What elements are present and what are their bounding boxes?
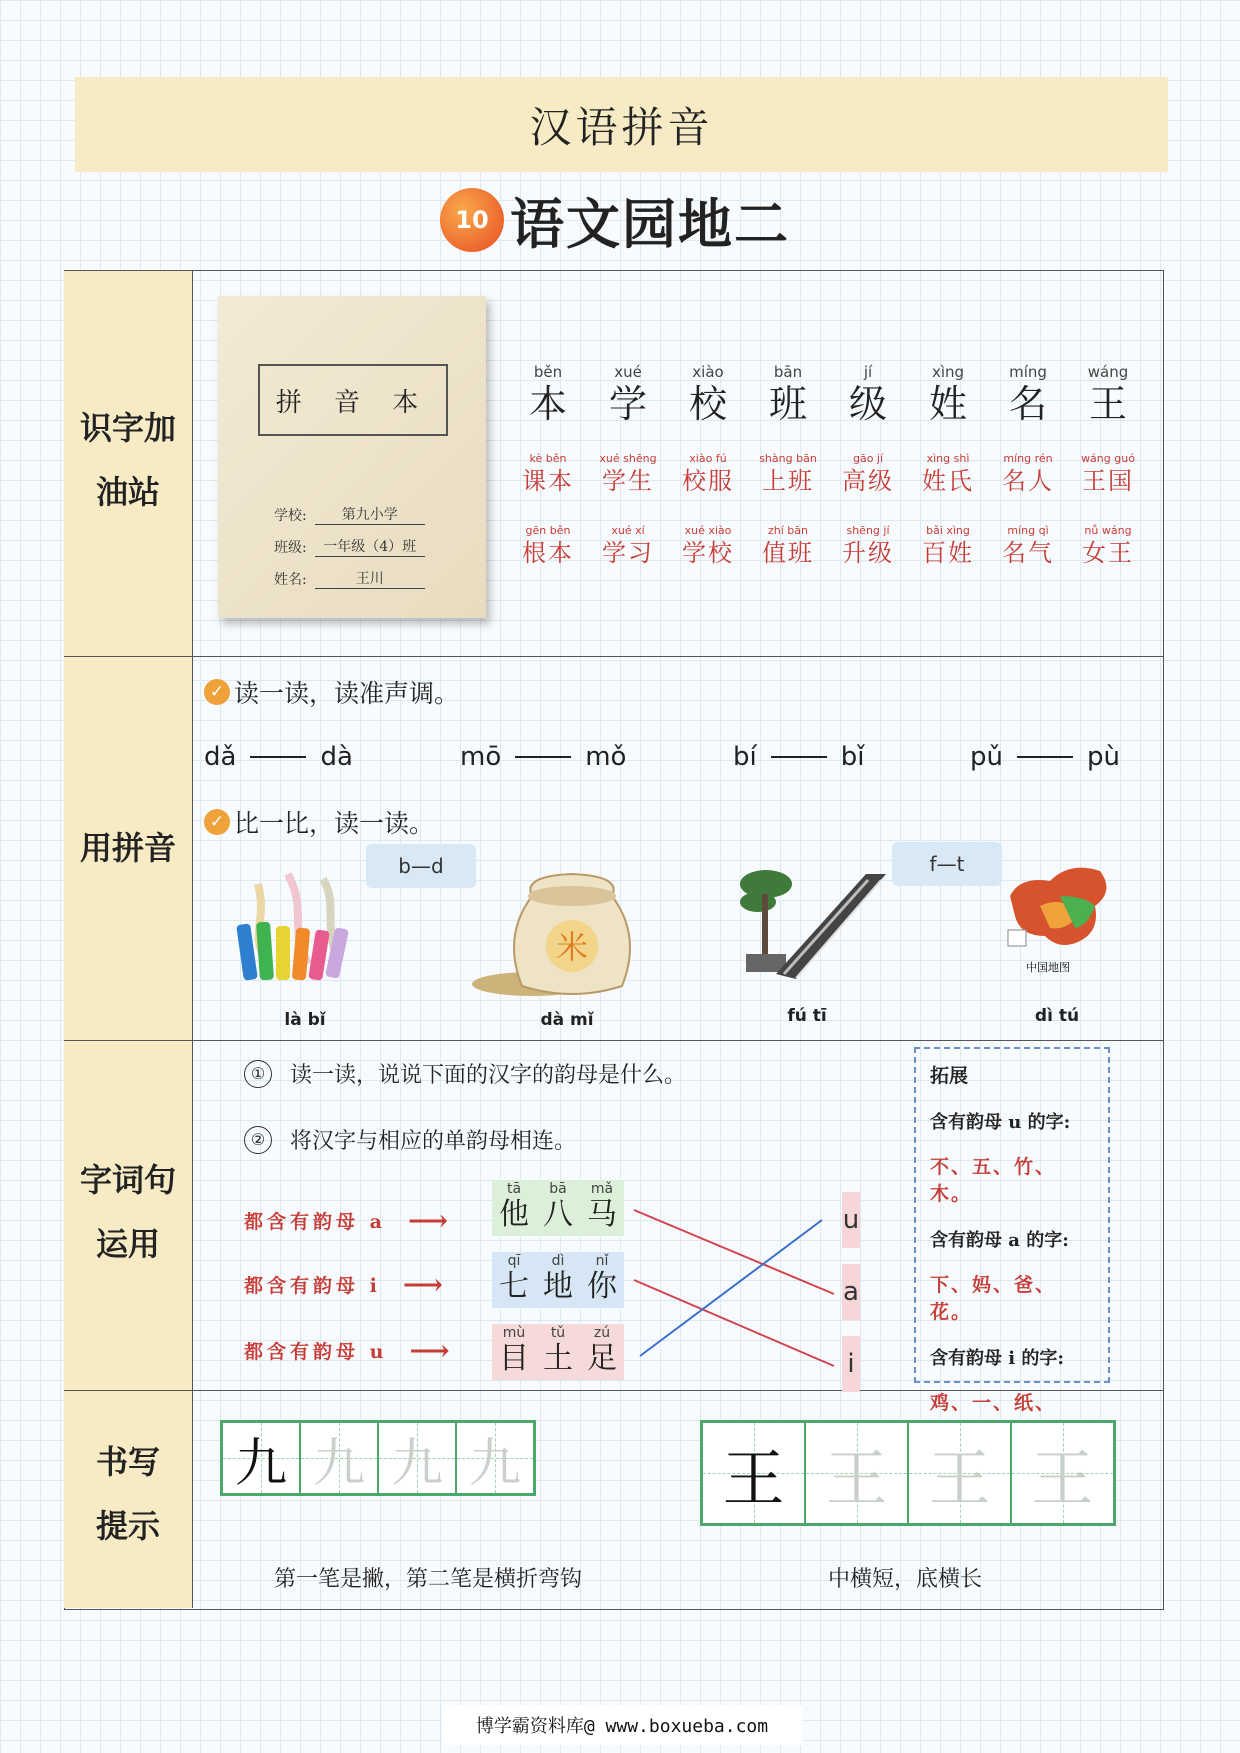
- extension-box: [914, 1047, 1110, 1414]
- map-caption: 中国地图: [1026, 961, 1070, 974]
- char-main: 班: [768, 382, 807, 426]
- group-char: [582, 1252, 622, 1308]
- writing-char-trace: 王: [928, 1441, 991, 1515]
- image-caption: dà mǐ: [540, 1010, 594, 1030]
- tone-b: pù: [1086, 742, 1120, 772]
- group-char: [538, 1252, 578, 1308]
- section-label-line: 提示: [95, 1507, 160, 1545]
- group-char-pinyin: tā: [506, 1181, 522, 1197]
- extension-a-head: 含有韵母 a 的字:: [930, 1230, 1069, 1251]
- task-read-tones: [204, 674, 459, 710]
- word-pinyin: xìng shì: [926, 452, 970, 465]
- word: 女王: [1082, 539, 1134, 567]
- char-group-a: [492, 1180, 624, 1236]
- tone-a: dǎ: [204, 742, 237, 772]
- crayons-illustration: [228, 864, 378, 994]
- notebook-name-value: 王川: [315, 568, 425, 589]
- char-pinyin: běn: [533, 363, 563, 381]
- character-table: [508, 362, 1148, 568]
- char-pinyin: xiào: [692, 363, 724, 381]
- task-text: 读一读，读准声调。: [234, 679, 460, 708]
- char-main: 学: [608, 382, 647, 426]
- matching-lines: [630, 1196, 840, 1396]
- vowel-a: a: [842, 1264, 860, 1320]
- char-main: 级: [848, 382, 887, 426]
- tone-pair: [204, 742, 353, 772]
- match-line-a: [634, 1210, 834, 1294]
- group-char-text: 足: [587, 1341, 617, 1376]
- section-label-line: 用拼音: [79, 829, 176, 867]
- word-pinyin: bǎi xìng: [926, 524, 970, 537]
- notebook-name-row: [274, 568, 425, 589]
- word: 名人: [1002, 467, 1054, 495]
- writing-grid-wang: [700, 1420, 1116, 1526]
- rice-bag-illustration: [462, 866, 662, 1004]
- instruction-1: [244, 1058, 686, 1089]
- header-banner: [75, 77, 1168, 172]
- word-pinyin: kè běn: [529, 452, 567, 465]
- writing-note-wang: 中横短，底横长: [828, 1567, 983, 1592]
- notebook-class-row: [274, 536, 425, 557]
- tian-grid-cell: [223, 1423, 301, 1493]
- group-char-pinyin: qī: [507, 1253, 521, 1269]
- extension-u-head: 含有韵母 u 的字:: [930, 1112, 1071, 1133]
- rule-text: 都含有韵母 u: [244, 1341, 388, 1363]
- char-column: [988, 362, 1068, 568]
- extension-a-chars: 下、妈、爸、花。: [930, 1274, 1057, 1323]
- word: 高级: [842, 467, 894, 495]
- group-char-pinyin: bā: [549, 1181, 567, 1197]
- dash: [515, 756, 571, 758]
- notebook-school-label: 学校:: [274, 508, 307, 524]
- char-group-i: [492, 1252, 624, 1308]
- char-main: 姓: [928, 382, 967, 426]
- check-icon: ✓: [204, 679, 230, 705]
- group-char: [582, 1180, 622, 1236]
- tian-grid-cell: [1012, 1423, 1113, 1523]
- word-pinyin: gāo jí: [852, 452, 884, 465]
- group-char: [538, 1324, 578, 1380]
- tone-pair: [460, 742, 626, 772]
- char-pinyin: jí: [863, 363, 873, 381]
- notebook-title: 拼 音 本: [258, 364, 448, 436]
- vowel-u: u: [842, 1192, 860, 1248]
- dash: [250, 756, 306, 758]
- section-label-line: 油站: [95, 473, 160, 511]
- writing-char-trace: 九: [390, 1433, 443, 1494]
- arrow-right-icon: ⟶: [402, 1268, 443, 1301]
- char-column: [828, 362, 908, 568]
- section-label-literacy: [64, 396, 192, 524]
- task-compare: [204, 804, 434, 840]
- extension-title: 拓展: [930, 1065, 969, 1087]
- word-pinyin: shēng jí: [846, 524, 890, 537]
- group-char-pinyin: dì: [551, 1253, 565, 1269]
- word: 姓氏: [922, 467, 974, 495]
- section-label-writing: [64, 1430, 192, 1558]
- char-pinyin: wáng: [1087, 363, 1129, 381]
- char-main: 校: [688, 382, 727, 426]
- image-caption: fú tī: [787, 1006, 827, 1026]
- char-pinyin: bān: [773, 363, 803, 381]
- word-pinyin: xué xí: [611, 524, 645, 537]
- notebook-school-value: 第九小学: [315, 504, 425, 525]
- china-map-illustration: [1000, 856, 1120, 976]
- word-pinyin: xué xiào: [684, 524, 732, 537]
- char-main: 本: [528, 382, 567, 426]
- tian-grid-cell: [379, 1423, 457, 1493]
- group-char-pinyin: tǔ: [550, 1325, 566, 1341]
- rule-text: 都含有韵母 a: [244, 1211, 386, 1233]
- word: 值班: [762, 539, 814, 567]
- match-line-i: [634, 1280, 834, 1366]
- image-caption: là bǐ: [284, 1010, 326, 1030]
- group-char: [494, 1252, 534, 1308]
- vowel-i: i: [842, 1336, 860, 1392]
- row-divider: [64, 1040, 1164, 1041]
- group-char-text: 他: [499, 1197, 529, 1232]
- group-char-text: 七: [499, 1269, 529, 1304]
- word-pinyin: shàng bān: [759, 452, 817, 465]
- char-column: [588, 362, 668, 568]
- tian-grid-cell: [703, 1423, 806, 1523]
- rule-u: [244, 1334, 450, 1367]
- writing-note-jiu: 第一笔是撇，第二笔是横折弯钩: [274, 1567, 583, 1592]
- notebook-class-value: 一年级（4）班: [315, 536, 425, 557]
- arrow-right-icon: ⟶: [407, 1204, 449, 1237]
- char-pinyin: xìng: [931, 363, 965, 381]
- row-divider: [64, 656, 1164, 657]
- char-group-u: [492, 1324, 624, 1380]
- char-main: 名: [1008, 382, 1047, 426]
- group-char-pinyin: zú: [593, 1325, 611, 1341]
- group-char: [494, 1180, 534, 1236]
- word: 学生: [602, 467, 654, 495]
- tian-grid-cell: [909, 1423, 1012, 1523]
- section-label-line: 字词句: [79, 1161, 176, 1199]
- tone-a: pǔ: [970, 742, 1003, 772]
- rule-a: [244, 1204, 448, 1237]
- tone-b: bǐ: [840, 742, 865, 772]
- section-label-pinyin: [64, 816, 192, 880]
- lesson-header: [440, 180, 790, 260]
- word: 升级: [842, 539, 894, 567]
- task-text: 比一比，读一读。: [234, 809, 435, 838]
- extension-i-chars: 鸡、一、纸、: [930, 1392, 1057, 1414]
- tian-grid-cell: [806, 1423, 909, 1523]
- tone-pair: [733, 742, 864, 772]
- word: 校服: [682, 467, 734, 495]
- word-pinyin: xiào fú: [689, 452, 727, 465]
- escalator-illustration: [736, 854, 896, 988]
- instruction-2: [244, 1124, 576, 1155]
- writing-char-trace: 九: [468, 1433, 521, 1494]
- writing-char-trace: 王: [1031, 1441, 1094, 1515]
- char-column: [1068, 362, 1148, 568]
- group-char: [538, 1180, 578, 1236]
- pinyin-notebook: [218, 296, 486, 618]
- notebook-school-row: [274, 504, 425, 525]
- word-pinyin: wáng guó: [1081, 452, 1135, 465]
- dash: [771, 756, 827, 758]
- group-char: [582, 1324, 622, 1380]
- group-char-pinyin: mù: [502, 1325, 526, 1341]
- word: 学习: [602, 539, 654, 567]
- group-char-pinyin: nǐ: [595, 1253, 609, 1269]
- word: 名气: [1002, 539, 1054, 567]
- group-char-pinyin: mǎ: [590, 1181, 614, 1197]
- number-badge: ①: [244, 1060, 272, 1088]
- tone-a: mō: [460, 742, 502, 772]
- tian-grid-cell: [301, 1423, 379, 1493]
- char-column: [748, 362, 828, 568]
- writing-grid-jiu: [220, 1420, 536, 1496]
- word-pinyin: xué shēng: [599, 452, 657, 465]
- word: 课本: [522, 467, 574, 495]
- writing-char: 九: [234, 1433, 287, 1494]
- tone-b: dà: [320, 742, 353, 772]
- char-main: 王: [1088, 382, 1127, 426]
- instruction-text: 将汉字与相应的单韵母相连。: [290, 1129, 577, 1154]
- footer-watermark: 博学霸资料库@ www.boxueba.com: [442, 1705, 802, 1745]
- writing-char: 王: [722, 1441, 785, 1515]
- word: 王国: [1082, 467, 1134, 495]
- word-pinyin: míng qì: [1007, 524, 1049, 537]
- arrow-right-icon: ⟶: [409, 1334, 450, 1367]
- word-pinyin: gēn běn: [525, 524, 571, 537]
- section-label-usage: [64, 1148, 192, 1276]
- word: 学校: [682, 539, 734, 567]
- extension-i-head: 含有韵母 i 的字:: [930, 1348, 1065, 1369]
- compare-tag-bd: b—d: [366, 844, 476, 888]
- group-char-text: 地: [543, 1269, 573, 1304]
- rule-text: 都含有韵母 i: [244, 1275, 381, 1297]
- check-icon: ✓: [204, 809, 230, 835]
- compare-tag-ft: f—t: [892, 842, 1002, 886]
- group-char-text: 八: [543, 1197, 573, 1232]
- word: 百姓: [922, 539, 974, 567]
- rice-symbol: 米: [555, 928, 589, 966]
- writing-char-trace: 九: [312, 1433, 365, 1494]
- extension-u-chars: 不、五、竹、木。: [930, 1156, 1057, 1205]
- writing-char-trace: 王: [825, 1441, 888, 1515]
- word-pinyin: míng rén: [1003, 452, 1053, 465]
- word: 上班: [762, 467, 814, 495]
- banner-title: 汉语拼音: [529, 102, 714, 152]
- tone-b: mǒ: [585, 742, 627, 772]
- char-column: [508, 362, 588, 568]
- tone-a: bí: [733, 742, 757, 772]
- section-label-line: 书写: [95, 1443, 160, 1481]
- lesson-number-badge: 10: [440, 188, 504, 252]
- char-pinyin: xué: [614, 363, 642, 381]
- char-column: [668, 362, 748, 568]
- group-char-text: 马: [587, 1197, 617, 1232]
- group-char: [494, 1324, 534, 1380]
- dash: [1017, 756, 1073, 758]
- section-label-line: 识字加: [79, 409, 176, 447]
- group-char-text: 土: [543, 1341, 573, 1376]
- tone-pair: [970, 742, 1120, 772]
- tian-grid-cell: [457, 1423, 533, 1493]
- group-char-text: 目: [499, 1341, 529, 1376]
- match-line-u: [640, 1220, 822, 1356]
- notebook-class-label: 班级:: [274, 540, 307, 556]
- rule-i: [244, 1268, 443, 1301]
- word: 根本: [522, 539, 574, 567]
- char-pinyin: míng: [1009, 363, 1047, 381]
- lesson-title: 语文园地二: [510, 191, 790, 256]
- char-column: [908, 362, 988, 568]
- notebook-name-label: 姓名:: [274, 572, 307, 588]
- instruction-text: 读一读，说说下面的汉字的韵母是什么。: [290, 1063, 687, 1088]
- word-pinyin: zhí bān: [768, 524, 808, 537]
- image-caption: dì tú: [1034, 1006, 1080, 1026]
- section-label-line: 运用: [95, 1225, 160, 1263]
- group-char-text: 你: [587, 1269, 617, 1304]
- number-badge: ②: [244, 1126, 272, 1154]
- word-pinyin: nǚ wáng: [1084, 524, 1132, 537]
